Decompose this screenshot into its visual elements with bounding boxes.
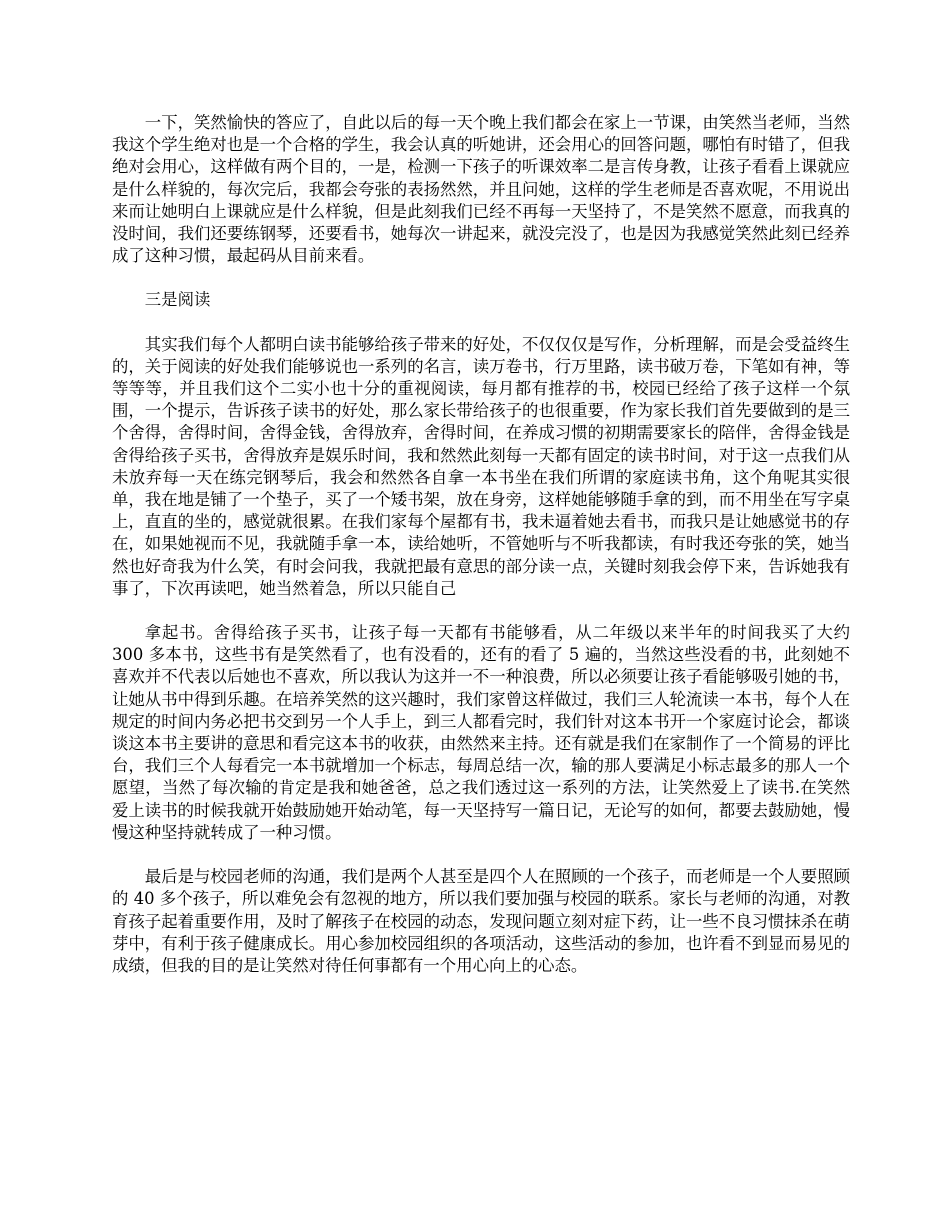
paragraph-buying-books: 拿起书。舍得给孩子买书，让孩子每一天都有书能够看，从二年级以来半年的时间我买了大约 300 多本书，这些书有是笑然看了，也有没看的，还有的看了 5 遍的，当然这些没看的书，此刻她不喜欢并不代表以后她也不喜欢，所以我认为这并一不一种浪费，所以必须要让孩子看能够吸引她的书，让她从书中得到乐趣。在培养笑然的这兴趣时，我们家曾这样做过，我们三人轮流读一本书，每个人在规定的时间内务必把书交到另一个人手上，到三人都看完时，我们针对这本书开一个家庭讨论会，都谈谈这本书主要讲的意思和看完这本书的收获，由然然来主持。还有就是我们在家制作了一个简易的评比台，我们三个人每看完一本书就增加一个标志，每周总结一次，输的那人要满足小标志最多的那人一个愿望，当然了每次输的肯定是我和她爸爸，总之我们透过这一系列的方法，让笑然爱上了读书.在笑然爱上读书的时候我就开始鼓励她开始动笔，每一天坚持写一篇日记，无论写的如何，都要去鼓励她，慢慢这种坚持就转成了一种习惯。 — [112, 623, 850, 842]
paragraph-teacher-communication: 最后是与校园老师的沟通，我们是两个人甚至是四个人在照顾的一个孩子，而老师是一个人要照顾的 40 多个孩子，所以难免会有忽视的地方，所以我们要加强与校园的联系。家长与老师的沟通，对教育孩子起着重要作用，及时了解孩子在校园的动态，发现问题立刻对症下药，让一些不良习惯抹杀在萌芽中，有利于孩子健康成长。用心参加校园组织的各项活动，这些活动的参加，也许看不到显而易见的成绩，但我的目的是让笑然对待任何事都有一个用心向上的心态。 — [112, 867, 850, 975]
section-heading-reading: 三是阅读 — [144, 290, 211, 310]
document-body — [112, 112, 850, 977]
paragraph-reading-benefits: 其实我们每个人都明白读书能够给孩子带来的好处，不仅仅仅是写作，分析理解，而是会受益终生的，关于阅读的好处我们能够说也一系列的名言，读万卷书，行万里路，读书破万卷，下笔如有神，等等等等，并且我们这个二实小也十分的重视阅读，每月都有推荐的书，校园已经给了孩子这样一个氛围，一个提示，告诉孩子读书的好处，那么家长带给孩子的也很重要，作为家长我们首先要做到的是三个舍得，舍得时间，舍得金钱，舍得放弃，舍得时间，在养成习惯的初期需要家长的陪伴，舍得金钱是舍得给孩子买书，舍得放弃是娱乐时间，我和然然此刻每一天都有固定的读书时间，对于这一点我们从未放弃每一天在练完钢琴后，我会和然然各自拿一本书坐在我们所谓的家庭读书角，这个角呢其实很单，我在地是铺了一个垫子，买了一个矮书架，放在身旁，这样她能够随手拿的到，而不用坐在写字桌上，直直的坐的，感觉就很累。在我们家每个屋都有书，我未逼着她去看书，而我只是让她感觉书的存在，如果她视而不见，我就随手拿一本，读给她听，不管她听与不听我都读，有时我还夸张的笑，她当然也好奇我为什么笑，有时会问我，我就把最有意思的部分读一点，关键时刻我会停下来，告诉她我有事了，下次再读吧，她当然着急，所以只能自己 — [112, 334, 850, 598]
paragraph-lesson-habit: 一下，笑然愉快的答应了，自此以后的每一天个晚上我们都会在家上一节课，由笑然当老师，当然我这个学生绝对也是一个合格的学生，我会认真的听她讲，还会用心的回答问题，哪怕有时错了，但我绝对会用心，这样做有两个目的，一是，检测一下孩子的听课效率二是言传身教，让孩子看看上课就应是什么样貌的，每次完后，我都会夸张的表扬然然，并且问她，这样的学生老师是否喜欢呢，不用说出来而让她明白上课就应是什么样貌，但是此刻我们已经不再每一天坚持了，不是笑然不愿意，而我真的没时间，我们还要练钢琴，还要看书，她每次一讲起来，就没完没了，也是因为我感觉笑然此刻已经养成了这种习惯，最起码从目前来看。 — [112, 113, 850, 266]
